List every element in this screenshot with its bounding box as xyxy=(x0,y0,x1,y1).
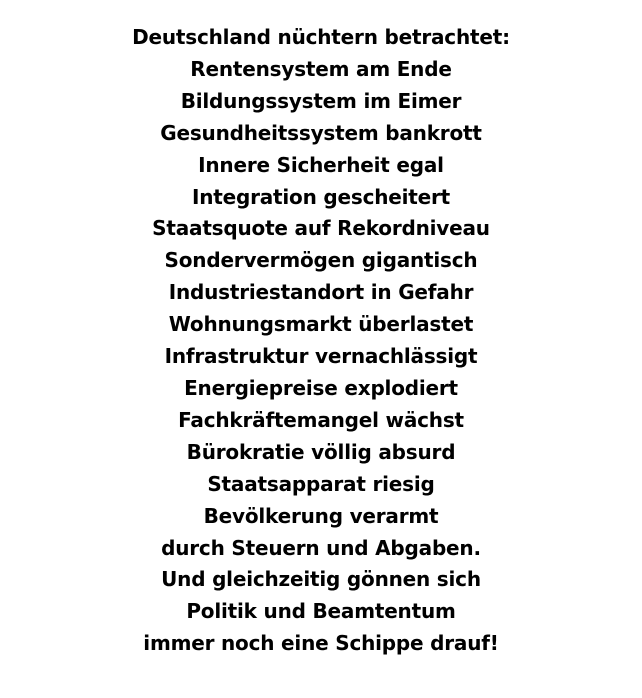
heading-line: Deutschland nüchtern betrachtet: xyxy=(132,25,510,49)
text-line: Industriestandort in Gefahr xyxy=(168,280,474,305)
text-line: Politik und Beamtentum xyxy=(186,599,456,624)
text-line: Infrastruktur vernachlässigt xyxy=(164,344,478,369)
text-line: Sondervermögen gigantisch xyxy=(164,248,478,273)
text-line: durch Steuern und Abgaben. xyxy=(161,535,481,560)
text-line: Bildungssystem im Eimer xyxy=(180,88,462,113)
text-line: Integration gescheitert xyxy=(191,184,451,209)
text-line: Wohnungsmarkt überlastet xyxy=(168,312,474,337)
text-line: Bevölkerung verarmt xyxy=(203,503,439,528)
closing-line: immer noch eine Schippe drauf! xyxy=(143,631,499,656)
text-line: Gesundheitssystem bankrott xyxy=(160,120,482,145)
text-line: Energiepreise explodiert xyxy=(184,375,458,400)
text-block xyxy=(0,22,642,660)
text-line: Und gleichzeitig gönnen sich xyxy=(161,567,481,592)
text-line: Innere Sicherheit egal xyxy=(198,152,444,177)
text-line: Staatsquote auf Rekordniveau xyxy=(152,216,490,241)
text-line: Fachkräftemangel wächst xyxy=(178,407,464,432)
text-line: Bürokratie völlig absurd xyxy=(186,439,456,464)
text-line: Rentensystem am Ende xyxy=(190,56,452,81)
text-line: Staatsapparat riesig xyxy=(207,471,435,496)
